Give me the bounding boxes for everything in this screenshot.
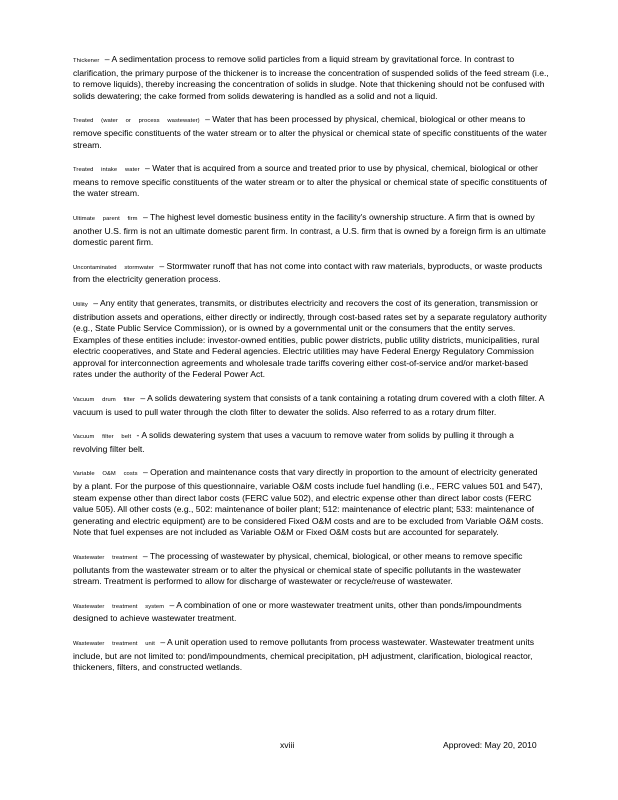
glossary-definition: – Any entity that generates, transmits, or distributes electricity and recovers the cost of its generation, transmission or distribution assets and operations, either directly or indirectly, through cost-based rates set by a separate regulatory authority (e.g., State Public Service Commission), or is owned by a governmental unit or the consumers that the entity serves. Examples of these entities include: investor-owned entities, public power districts, public utility districts, municipalities, rural electric cooperatives, and State and Federal agencies. Electric utilities may have Federal Energy Regulatory Commission approval for interconnection agreements and wholesale trade tariffs covering either cost-of-service and/or market-based rates under the authority of the Federal Power Act. — [73, 297, 547, 380]
approval-date: Approved: May 20, 2010 — [443, 740, 537, 750]
glossary-entry — [73, 393, 549, 418]
glossary-entry — [73, 261, 549, 286]
glossary-definition: – Water that has been processed by physical, chemical, biological or other means to remove specific constituents of the water stream or to alter the physical or chemical state of specific constituents of the water stream. — [73, 114, 547, 150]
glossary-entry — [73, 54, 549, 102]
glossary-term: Uncontaminated stormwater — [73, 264, 154, 271]
glossary-term: Variable O&M costs — [73, 471, 138, 478]
glossary-term: Treated (water or process wastewater) — [73, 118, 200, 125]
glossary-term: Thickener — [73, 58, 100, 64]
glossary-term: Utility — [73, 301, 88, 308]
glossary-definition: - A solids dewatering system that uses a vacuum to remove water from solids by pulling it through a revolving filter belt. — [73, 430, 514, 454]
page-number: xviii — [280, 740, 295, 750]
glossary-definition: – A combination of one or more wastewater treatment units, other than ponds/impoundments designed to achieve wastewater treatment. — [73, 599, 522, 624]
glossary-entry — [73, 163, 549, 200]
glossary-definition: – A unit operation used to remove pollutants from process wastewater. Wastewater treatment units include, but are not limited to: pond/impoundments, chemical precipitation, pH adjustment, clarification, biological reactor, thickeners, filters, and constructed wetlands. — [73, 636, 535, 673]
glossary-entry — [73, 637, 549, 674]
glossary-definition: – A sedimentation process to remove solid particles from a liquid stream by gravitational force. In contrast to clarification, the primary purpose of the thickener is to increase the concentration of suspended solids of the feed stream (i.e., to remove liquids), thereby increasing the concentration of solids in sludge. Note that thickening should not be confused with solids dewatering; the cake formed from solids dewatering is handled as a solid and not a liquid. — [73, 54, 549, 101]
glossary-term: Wastewater treatment system — [73, 603, 165, 610]
glossary-term: Vacuum drum filter — [73, 397, 136, 404]
glossary-entry — [73, 430, 549, 455]
glossary-entry — [73, 600, 549, 625]
glossary-entry — [73, 212, 549, 249]
glossary-definition: – Water that is acquired from a source and treated prior to use by physical, chemical, biological or other means to remove specific constituents of the water stream or to alter the physical or chemical state of specific constituents of the water stream. — [73, 163, 547, 199]
glossary-entry — [73, 467, 549, 539]
glossary-entry — [73, 114, 549, 151]
glossary — [73, 54, 549, 686]
glossary-definition: – Stormwater runoff that has not come into contact with raw materials, byproducts, or waste products from the electricity generation process. — [73, 260, 543, 285]
glossary-term: Ultimate parent firm — [73, 215, 138, 222]
glossary-definition: – Operation and maintenance costs that vary directly in proportion to the amount of electricity generated by a plant. For the purpose of this questionnaire, variable O&M costs include fuel handling (i.e., FERC values 501 and 547), steam expense other than direct labor costs (FERC value 502), and electric expense other than direct labor costs (FERC value 505). All other costs (e.g., 502: maintenance of boiler plant; 512: maintenance of electric plant; 533: maintenance of generating and electric equipment) are to be considered Fixed O&M costs and are to be excluded from Variable O&M costs. Note that fuel expenses are not included as Variable O&M or Fixed O&M costs but are accounted for separately. — [73, 467, 544, 538]
glossary-entry — [73, 551, 549, 588]
glossary-definition: – A solids dewatering system that consists of a tank containing a rotating drum covered with a cloth filter. A vacuum is used to pull water through the cloth filter to dewater the solids. Also referred to as a rotary drum filter. — [73, 393, 545, 417]
glossary-definition: – The highest level domestic business entity in the facility's ownership structure. A firm that is owned by another U.S. firm is not an ultimate domestic parent firm. In contrast, a U.S. firm that is owned by a foreign firm is an ultimate domestic parent firm. — [73, 211, 546, 248]
glossary-entry — [73, 298, 549, 381]
glossary-definition: – The processing of wastewater by physical, chemical, biological, or other means to remove specific pollutants from the wastewater stream or to alter the physical or chemical state of specific pollutants in the wastewater stream. Treatment is performed to allow for discharge of wastewater or recycle/reuse of wastewater. — [73, 551, 523, 587]
glossary-term: Wastewater treatment — [73, 555, 138, 561]
glossary-term: Wastewater treatment unit — [73, 640, 155, 647]
glossary-term: Treated intake water — [73, 167, 140, 174]
glossary-term: Vacuum filter belt — [73, 434, 132, 441]
